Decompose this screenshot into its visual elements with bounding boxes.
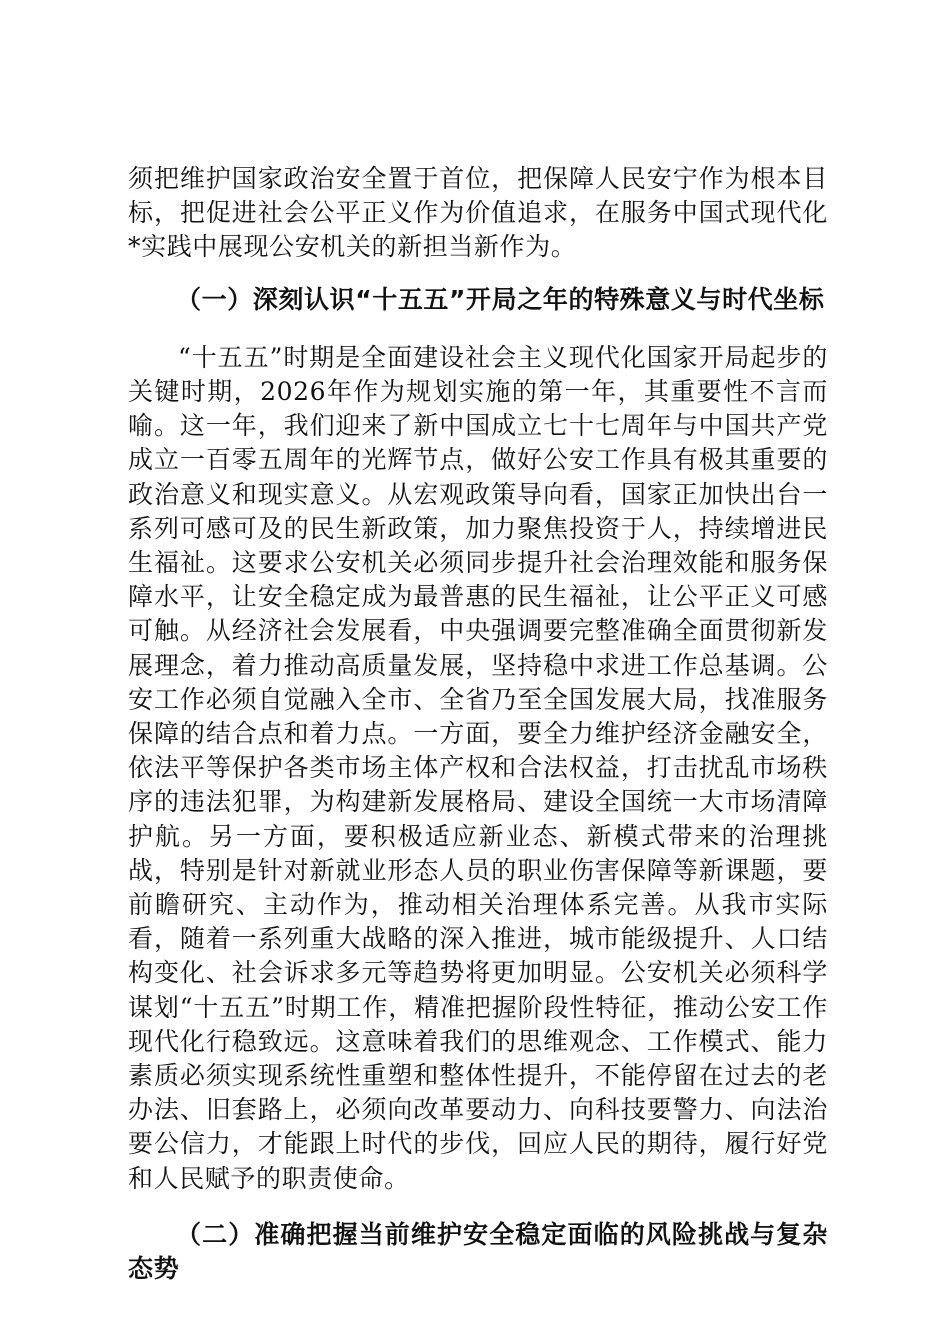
paragraph-body: “十五五”时期是全面建设社会主义现代化国家开局起步的关键时期，2026年作为规划实施的第一年，其重要性不言而喻。这一年，我们迎来了新中国成立七十七周年与中国共产党成立一百零五周年的光辉节点，做好公安工作具有极其重要的政治意义和现实意义。从宏观政策导向看，国家正加快出台一系列可感可及的民生新政策，加力聚焦投资于人，持续增进民生福祉。这要求公安机关必须同步提升社会治理效能和服务保障水平，让安全稳定成为最普惠的民生福祉，让公平正义可感可触。从经济社会发展看，中央强调要完整准确全面贯彻新发展理念，着力推动高质量发展，坚持稳中求进工作总基调。公安工作必须自觉融入全市、全省乃至全国发展大局，找准服务保障的结合点和着力点。一方面，要全力维护经济金融安全，依法平等保护各类市场主体产权和合法权益，打击扰乱市场秩序的违法犯罪，为构建新发展格局、建设全国统一大市场清障护航。另一方面，要积极适应新业态、新模式带来的治理挑战，特别是针对新就业形态人员的职业伤害保障等新课题，要前瞻研究、主动作为，推动相关治理体系完善。从我市实际看，随着一系列重大战略的深入推进，城市能级提升、人口结构变化、社会诉求多元等趋势将更加明显。公安机关必须科学谋划“十五五”时期工作，精准把握阶段性特征，推动公安工作现代化行稳致远。这意味着我们的思维观念、工作模式、能力素质必须实现系统性重塑和整体性提升，不能停留在过去的老办法、旧套路上，必须向改革要动力、向科技要警力、向法治要公信力，才能跟上时代的步伐，回应人民的期待，履行好党和人民赋予的职责使命。 [128,342,828,1193]
section-heading-2: （二）准确把握当前维护安全稳定面临的风险挑战与复杂态势 [128,1219,828,1284]
spacer [128,265,828,283]
paragraph-continuation: 须把维护国家政治安全置于首位，把保障人民安宁作为根本目标，把促进社会公平正义作为价值追求，在服务中国式现代化*实践中展现公安机关的新担当新作为。 [128,164,828,262]
spacer [128,317,828,341]
document-body [128,162,828,1286]
section-heading-1: （一）深刻认识“十五五”开局之年的特殊意义与时代坐标 [176,284,825,314]
spacer [128,1196,828,1218]
